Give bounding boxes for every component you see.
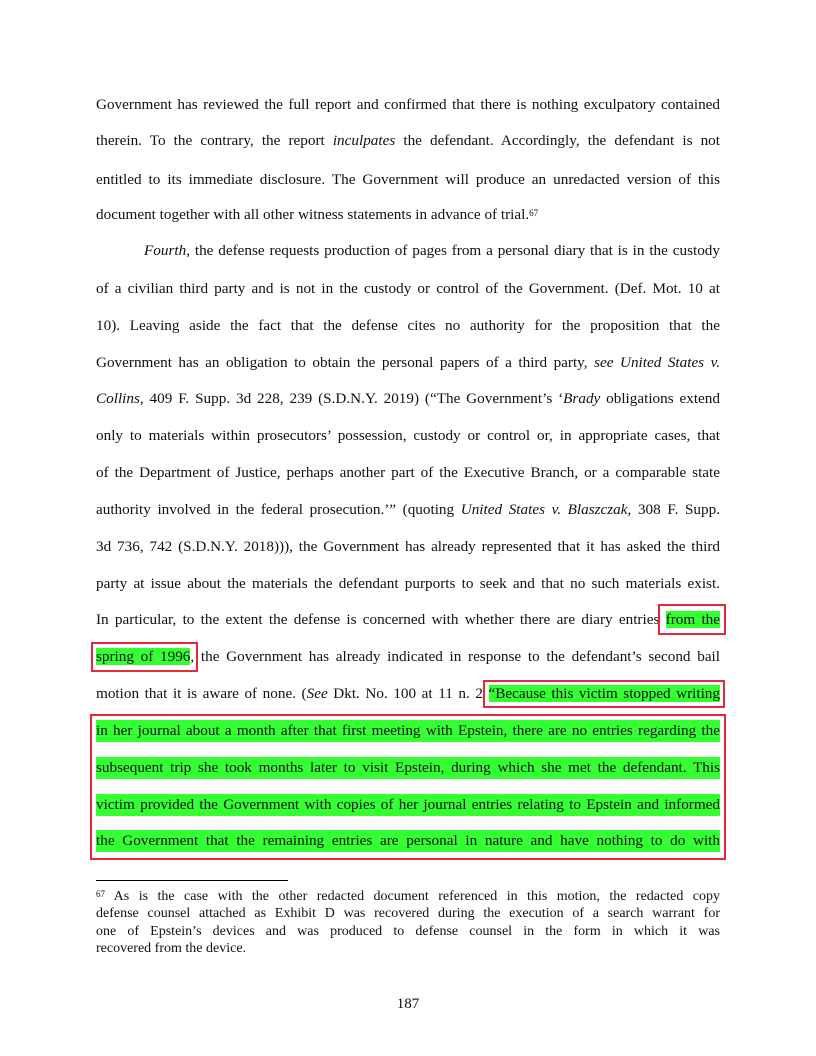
body-line-11: of the Department of Justice, perhaps another part of the Executive Branch, or a comparable state [96,464,720,481]
footnote-line-4: recovered from the device. [96,941,247,956]
body-line-15: In particular, to the extent the defense is concerned with whether there are diary entries from the [96,611,720,628]
highlight-spring-1996: spring of 1996 [96,648,191,665]
footnote-line-3: one of Epstein’s devices and was produced to defense counsel in the form in which it was [96,924,720,939]
body-line-5: Fourth, the defense requests production of pages from a personal diary that is in the custody [144,242,720,259]
body-line-10: only to materials within prosecutors’ possession, custody or control or, in appropriate cases, that [96,427,720,444]
annotation-box-spring-1996 [91,642,198,672]
body-line-18: in her journal about a month after that first meeting with Epstein, there are no entries regarding the [96,720,720,742]
body-line-1: Government has reviewed the full report and confirmed that there is nothing exculpatory contained [96,96,720,113]
page-number: 187 [396,996,420,1012]
body-line-2: therein. To the contrary, the report inculpates the defendant. Accordingly, the defendant is not [96,132,720,149]
body-line-21: the Government that the remaining entries are personal in nature and have nothing to do with [96,830,720,852]
body-line-7: 10). Leaving aside the fact that the defense cites no authority for the proposition that the [96,317,720,334]
highlight-from-the: from the [665,611,720,628]
body-line-9: Collins, 409 F. Supp. 3d 228, 239 (S.D.N.Y. 2019) (“The Government’s ‘Brady obligations extend [96,390,720,407]
footnote-divider [96,880,288,881]
body-line-13: 3d 736, 742 (S.D.N.Y. 2018))), the Government has already represented that it has asked the third [96,538,720,555]
body-line-14: party at issue about the materials the defendant purports to seek and that no such materials exist. [96,575,720,592]
footnote-line-1: $^{67}$ As is the case with the other redacted document referenced in this motion, the redacted copy [96,889,720,904]
highlight-quote-start: “Because this victim stopped writing [488,685,720,702]
body-line-4: document together with all other witness statements in advance of trial.$^{67}$ [96,206,539,223]
body-line-12: authority involved in the federal prosecution.’” (quoting United States v. Blaszczak, 308 F. Supp. [96,501,721,518]
annotation-box-quote-start [483,680,725,708]
body-line-8: Government has an obligation to obtain the personal papers of a third party, see United States v. [96,354,721,371]
body-line-20: victim provided the Government with copies of her journal entries relating to Epstein and informed [96,794,720,816]
body-line-19: subsequent trip she took months later to visit Epstein, during which she met the defendant. This [96,757,720,779]
body-line-3: entitled to its immediate disclosure. The Government will produce an unredacted version of this [96,171,720,188]
body-line-17: motion that it is aware of none. (See Dkt. No. 100 at 11 n. 2 “Because this victim stopped writing [96,685,720,702]
footnote-line-2: defense counsel attached as Exhibit D was recovered during the execution of a search warrant for [96,906,720,921]
body-line-16: spring of 1996, the Government has already indicated in response to the defendant’s second bail [96,648,720,665]
footnote-number: 67 [96,889,105,899]
annotation-box-from-the [658,604,726,635]
footnote-reference: 67 [529,208,539,218]
body-line-6: of a civilian third party and is not in the custody or control of the Government. (Def. Mot. 10 at [96,280,720,297]
annotation-box-quote-body [90,714,726,860]
